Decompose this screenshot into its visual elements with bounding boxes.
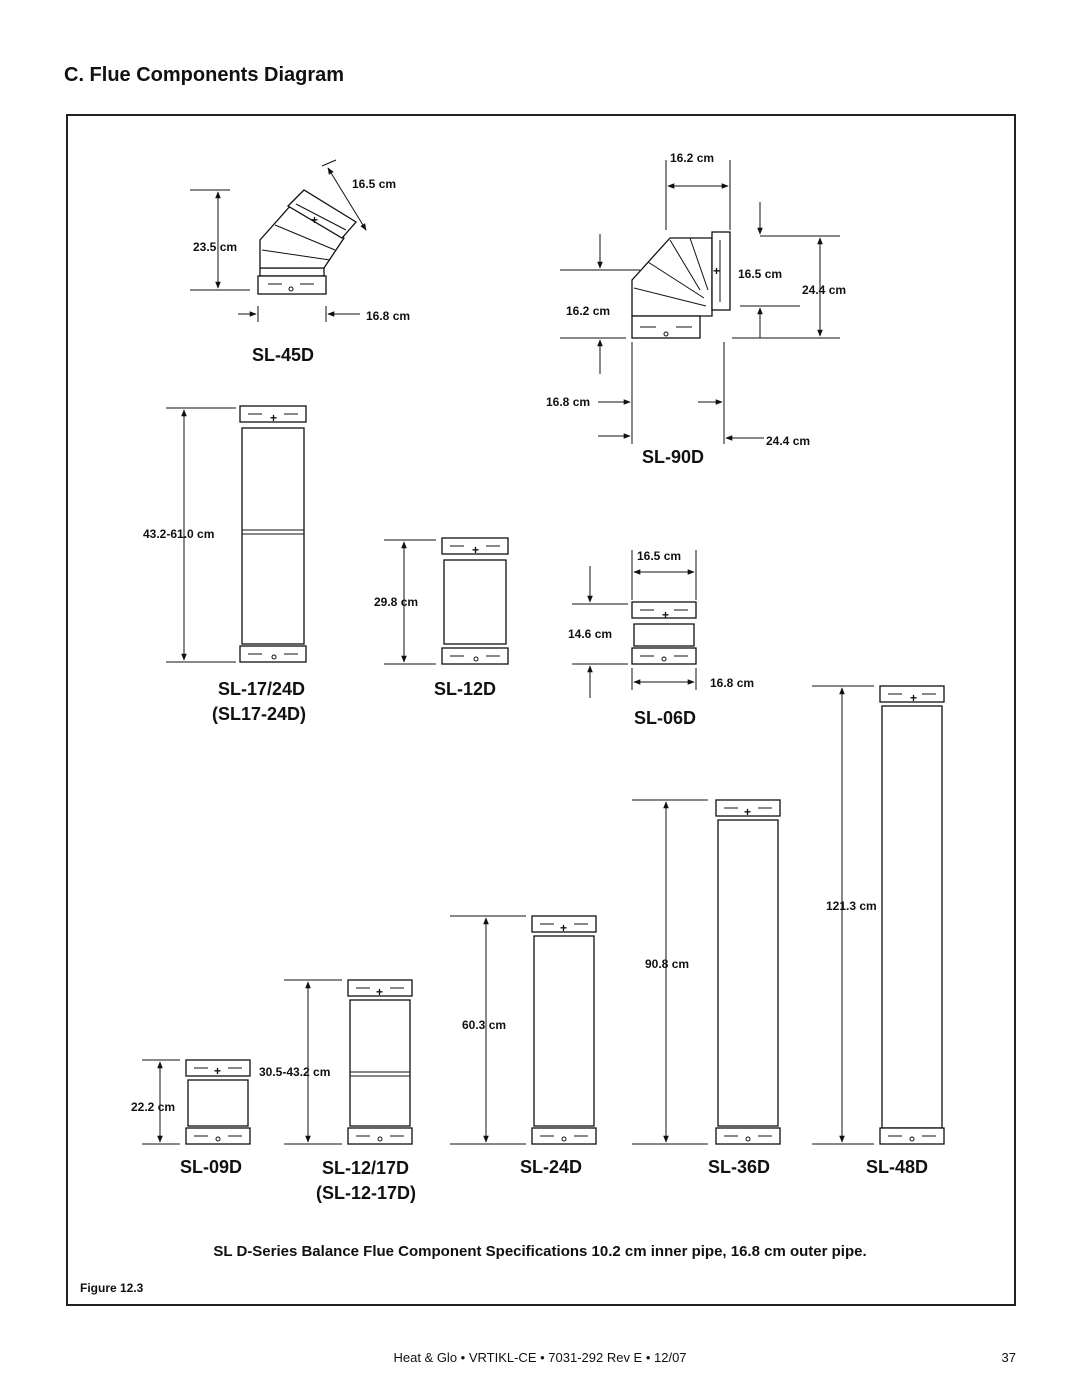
sl-12-17d-alt-label: (SL-12-17D): [316, 1183, 417, 1203]
svg-text:+: +: [214, 1064, 222, 1078]
sl-12d-dim: 29.8 cm: [374, 595, 419, 609]
sl-17-24d-dim: 43.2-61.0 cm: [143, 527, 215, 541]
sl-90d-label: SL-90D: [642, 447, 705, 467]
sl-06d-pipe: [572, 550, 696, 698]
sl-36d-label: SL-36D: [708, 1157, 771, 1177]
page-footer: Heat & Glo • VRTIKL-CE • 7031-292 Rev E • 12/07: [393, 1350, 687, 1365]
svg-text:+: +: [713, 264, 721, 278]
sl-45d-dim-1: 16.5 cm: [352, 177, 397, 191]
sl-90d-dim-6: 24.4 cm: [766, 434, 811, 448]
sl-48d-pipe: [812, 686, 944, 1144]
spec-text: SL D-Series Balance Flue Component Specifications 10.2 cm inner pipe, 16.8 cm outer pipe.: [213, 1243, 867, 1260]
svg-text:+: +: [472, 543, 480, 557]
sl-90d-dim-2: 16.5 cm: [738, 267, 783, 281]
page-number: 37: [1001, 1350, 1016, 1365]
svg-text:+: +: [910, 691, 918, 705]
sl-24d-label: SL-24D: [520, 1157, 583, 1177]
sl-12-17d-dim: 30.5-43.2 cm: [259, 1065, 331, 1079]
figure-label: Figure 12.3: [80, 1281, 144, 1295]
sl-36d-pipe: [632, 800, 780, 1144]
sl-45d-dim-2: 23.5 cm: [193, 240, 238, 254]
page-title: C. Flue Components Diagram: [64, 64, 345, 86]
svg-text:+: +: [662, 608, 670, 622]
sl-90d-dim-3: 24.4 cm: [802, 283, 847, 297]
sl-12d-label: SL-12D: [434, 679, 497, 699]
svg-text:+: +: [311, 213, 319, 227]
sl-12-17d-label: SL-12/17D: [322, 1158, 410, 1178]
sl-06d-dim-2: 14.6 cm: [568, 627, 613, 641]
sl-06d-dim-1: 16.5 cm: [637, 549, 682, 563]
sl-17-24d-label: SL-17/24D: [218, 679, 306, 699]
svg-text:+: +: [270, 411, 278, 425]
svg-text:+: +: [376, 985, 384, 999]
sl-90d-dim-5: 16.8 cm: [546, 395, 591, 409]
sl-48d-dim: 121.3 cm: [826, 899, 877, 913]
sl-45d-label: SL-45D: [252, 345, 315, 365]
sl-12-17d-pipe: [284, 980, 412, 1144]
sl-24d-dim: 60.3 cm: [462, 1018, 507, 1032]
sl-09d-label: SL-09D: [180, 1157, 243, 1177]
sl-45d-dim-3: 16.8 cm: [366, 309, 411, 323]
svg-text:+: +: [560, 921, 568, 935]
sl-90d-dim-4: 16.2 cm: [566, 304, 611, 318]
sl-09d-dim: 22.2 cm: [131, 1100, 176, 1114]
sl-48d-label: SL-48D: [866, 1157, 929, 1177]
svg-text:+: +: [744, 805, 752, 819]
sl-36d-dim: 90.8 cm: [645, 957, 690, 971]
sl-90d-dim-1: 16.2 cm: [670, 151, 715, 165]
sl-06d-dim-3: 16.8 cm: [710, 676, 755, 690]
sl-17-24d-alt-label: (SL17-24D): [212, 704, 307, 724]
sl-06d-label: SL-06D: [634, 708, 697, 728]
sl-90d-elbow: [560, 160, 840, 444]
